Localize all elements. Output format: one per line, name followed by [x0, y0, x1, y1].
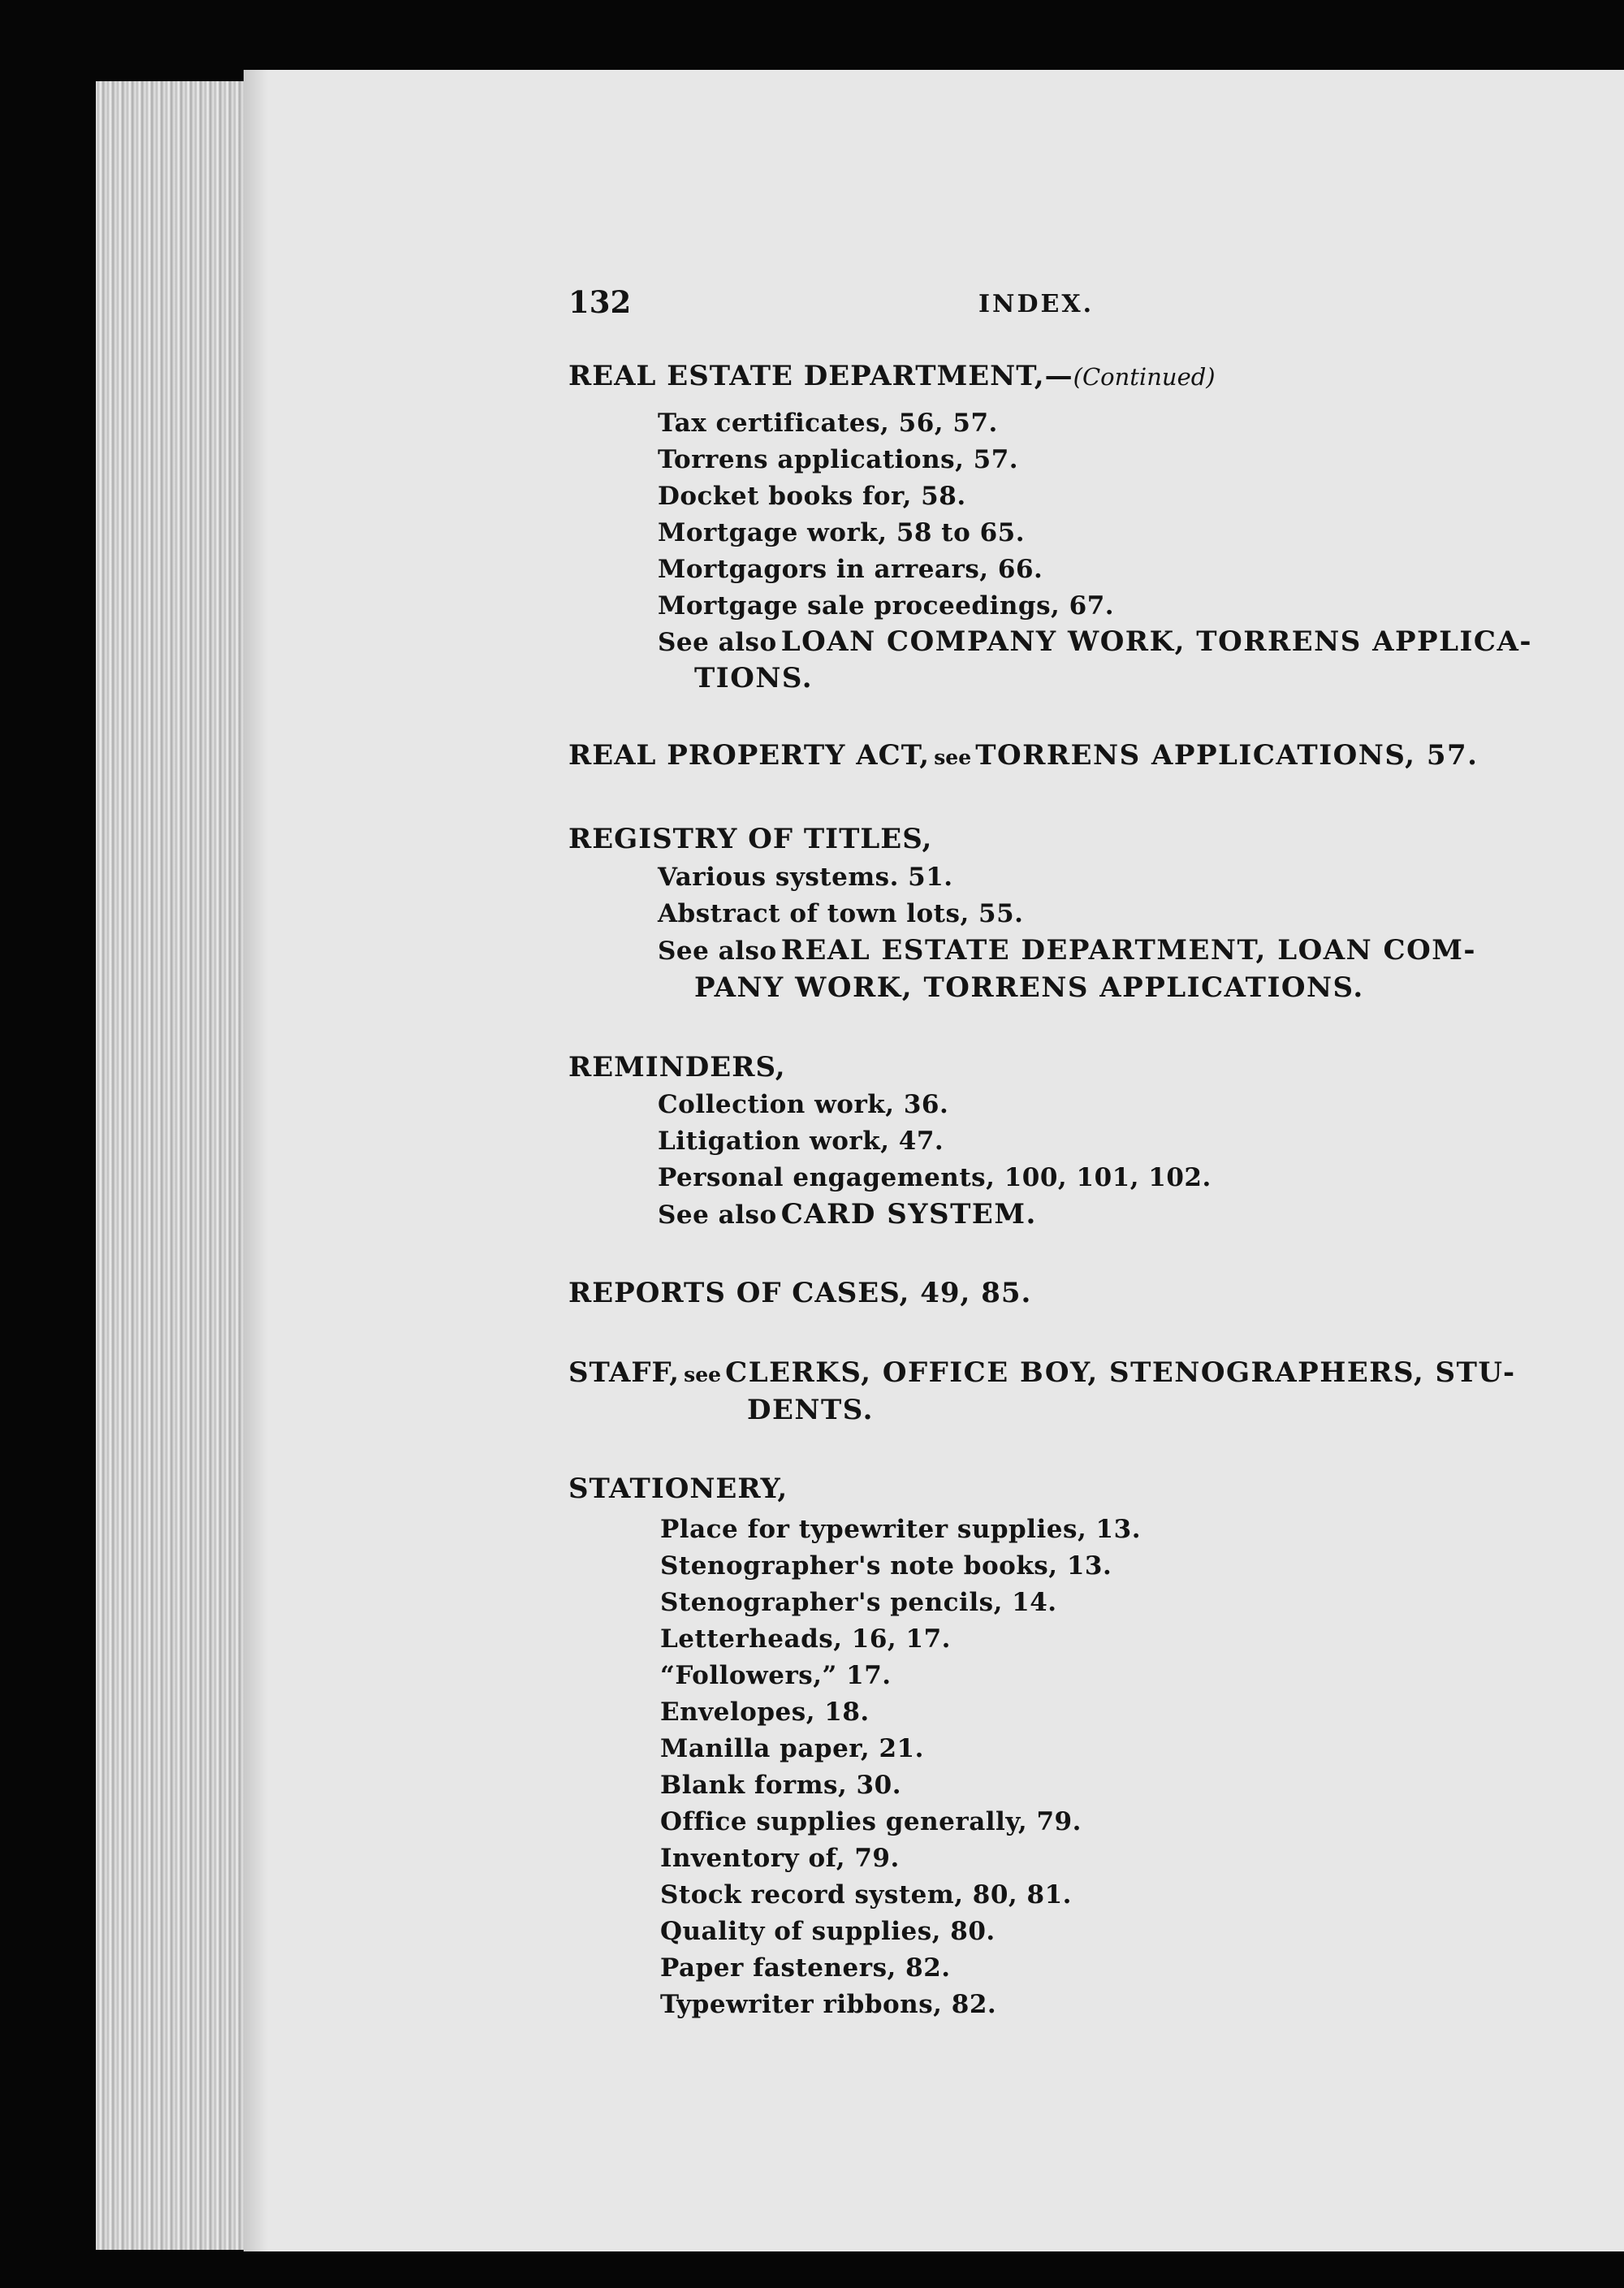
see-word: see: [684, 1363, 722, 1386]
list-item: Inventory of, 79.: [660, 1844, 900, 1873]
list-item: Torrens applications, 57.: [658, 445, 1019, 474]
see-also-line: [658, 934, 1476, 967]
entry-staff-heading: [568, 1356, 1516, 1389]
see-target: TORRENS APPLICATIONS, 57.: [975, 739, 1479, 772]
heading-text: REAL PROPERTY ACT,: [568, 739, 931, 772]
list-item: Mortgage work, 58 to 65.: [658, 518, 1026, 547]
see-also-target: REAL ESTATE DEPARTMENT, LOAN COM-: [780, 934, 1476, 967]
entry-reports-heading: REPORTS OF CASES, 49, 85.: [568, 1277, 1032, 1309]
entry-registry-heading: REGISTRY OF TITLES,: [568, 823, 933, 855]
see-word: see: [934, 746, 972, 769]
list-item: Typewriter ribbons, 82.: [660, 1990, 997, 2019]
entry-reminders-heading: REMINDERS,: [568, 1051, 786, 1083]
list-item: Stock record system, 80, 81.: [660, 1880, 1072, 1910]
list-item: Place for typewriter supplies, 13.: [660, 1515, 1141, 1544]
see-also-prefix: See also: [658, 628, 777, 657]
list-item: Paper fasteners, 82.: [660, 1953, 951, 1983]
see-also-continuation: PANY WORK, TORRENS APPLICATIONS.: [694, 971, 1364, 1004]
entry-real-estate-heading: [568, 360, 1216, 392]
list-item: Personal engagements, 100, 101, 102.: [658, 1163, 1212, 1192]
see-also-line: [658, 1198, 1037, 1231]
see-also-target: LOAN COMPANY WORK, TORRENS APPLICA-: [780, 625, 1532, 658]
heading-text: REAL ESTATE DEPARTMENT,—: [568, 360, 1073, 392]
list-item: Mortgagors in arrears, 66.: [658, 555, 1043, 584]
list-item: Abstract of town lots, 55.: [658, 899, 1024, 928]
list-item: Stenographer's pencils, 14.: [660, 1588, 1057, 1617]
see-also-line: [658, 625, 1532, 658]
list-item: Envelopes, 18.: [660, 1698, 870, 1727]
list-item: Letterheads, 16, 17.: [660, 1624, 951, 1654]
list-item: Manilla paper, 21.: [660, 1734, 924, 1763]
list-item: Quality of supplies, 80.: [660, 1917, 996, 1946]
see-also-prefix: See also: [658, 936, 777, 966]
continued-note: (Continued): [1073, 363, 1216, 391]
heading-text: STAFF,: [568, 1356, 680, 1389]
entry-stationery-heading: STATIONERY,: [568, 1473, 788, 1505]
see-also-prefix: See also: [658, 1200, 777, 1230]
list-item: Docket books for, 58.: [658, 482, 966, 511]
see-target: CLERKS, OFFICE BOY, STENOGRAPHERS, STU-: [725, 1356, 1516, 1389]
see-also-continuation: TIONS.: [694, 662, 814, 694]
list-item: Collection work, 36.: [658, 1090, 949, 1119]
see-continuation: DENTS.: [747, 1394, 874, 1426]
list-item: Stenographer's note books, 13.: [660, 1551, 1112, 1581]
list-item: “Followers,” 17.: [660, 1661, 892, 1690]
list-item: Mortgage sale proceedings, 67.: [658, 591, 1115, 621]
list-item: Tax certificates, 56, 57.: [658, 409, 998, 438]
list-item: Office supplies generally, 79.: [660, 1807, 1082, 1836]
running-head: INDEX.: [978, 290, 1095, 318]
list-item: Blank forms, 30.: [660, 1771, 901, 1800]
page-number: 132: [568, 284, 632, 320]
list-item: Litigation work, 47.: [658, 1127, 944, 1156]
list-item: Various systems. 51.: [658, 863, 953, 892]
see-also-target: CARD SYSTEM.: [780, 1198, 1037, 1231]
entry-real-property-heading: [568, 739, 1479, 772]
